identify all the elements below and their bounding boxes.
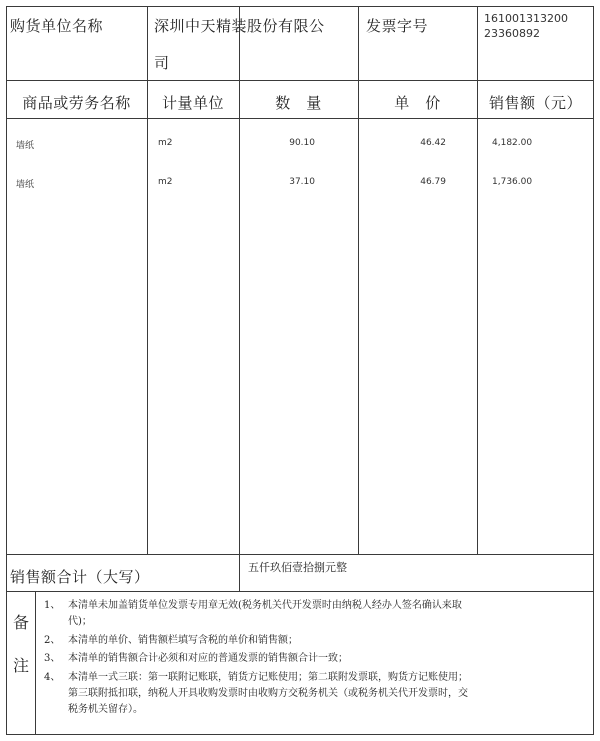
remark-item-text: 本清单的销售额合计必须和对应的普通发票的销售额合计一致； [68, 653, 348, 664]
col-divider-3 [358, 6, 359, 80]
remark-item-1 [44, 598, 590, 632]
remarks-label-bottom: 注 [13, 656, 30, 675]
remarks-label-top: 备 [13, 613, 30, 632]
remarks-label-divider [35, 591, 36, 734]
col-header-unit: 计量单位 [161, 94, 224, 112]
remark-item-number: 3、 [44, 653, 61, 664]
remark-item-text-cont: 第三联附抵扣联，纳税人开具收购发票时由收购方交税务机关（或税务机关代开发票时，交 [68, 688, 468, 699]
row-1-name: 墙纸 [16, 141, 35, 151]
buyer-name-value-line1: 深圳中天精装股份有限公 [154, 17, 325, 35]
remark-item-text-cont: 代)； [68, 616, 92, 627]
col-header-price: 单 价 [394, 94, 441, 112]
remark-item-text: 本清单的单价、销售额栏填写含税的单价和销售额； [68, 635, 298, 646]
row-2-amount: 1,736.00 [492, 177, 533, 187]
col-header-qty: 数 量 [275, 94, 322, 112]
divider-total [6, 554, 594, 555]
remark-item-text: 本清单未加盖销货单位发票专用章无效(税务机关代开发票时由纳税人经办人签名确认来取 [68, 600, 462, 611]
buyer-name-label: 购货单位名称 [10, 17, 104, 35]
remark-item-4 [44, 670, 590, 720]
total-label: 销售额合计（大写） [10, 568, 150, 586]
divider-remarks [6, 591, 594, 592]
border-left [6, 6, 7, 735]
remark-item-text: 本清单一式三联：第一联附记账联，销货方记账使用；第二联附发票联，购货方记账使用； [68, 672, 468, 683]
remark-item-2 [44, 633, 590, 649]
col-divider-4 [477, 6, 478, 554]
remark-item-number: 2、 [44, 635, 61, 646]
invoice-number-label: 发票字号 [366, 17, 429, 35]
total-value: 五仟玖佰壹拾捌元整 [248, 561, 347, 574]
invoice-number-value-line1: 161001313200 [484, 12, 568, 25]
col-divider-1 [147, 6, 148, 554]
border-top [6, 6, 594, 7]
row-2-name: 墙纸 [16, 180, 35, 190]
row-2-qty: 37.10 [289, 177, 315, 187]
divider-header [6, 80, 594, 81]
remark-item-number: 1、 [44, 600, 61, 611]
border-bottom [6, 734, 594, 735]
remark-item-3 [44, 651, 590, 667]
row-1-qty: 90.10 [289, 138, 315, 148]
col-divider-3b [358, 80, 359, 554]
row-1-amount: 4,182.00 [492, 138, 533, 148]
col-header-name: 商品或劳务名称 [22, 94, 131, 112]
row-2-price: 46.79 [420, 177, 446, 187]
remark-item-text-cont2: 税务机关留存）。 [68, 704, 143, 715]
remark-item-number: 4、 [44, 672, 61, 683]
divider-columns [6, 118, 594, 119]
border-right [593, 6, 594, 735]
sales-list-form [6, 6, 594, 735]
row-1-price: 46.42 [420, 138, 446, 148]
col-header-amount: 销售额（元） [488, 94, 582, 112]
buyer-name-value-line2: 司 [154, 54, 170, 72]
row-2-unit: m2 [158, 177, 173, 187]
invoice-number-value-line2: 23360892 [484, 27, 540, 40]
row-1-unit: m2 [158, 138, 173, 148]
